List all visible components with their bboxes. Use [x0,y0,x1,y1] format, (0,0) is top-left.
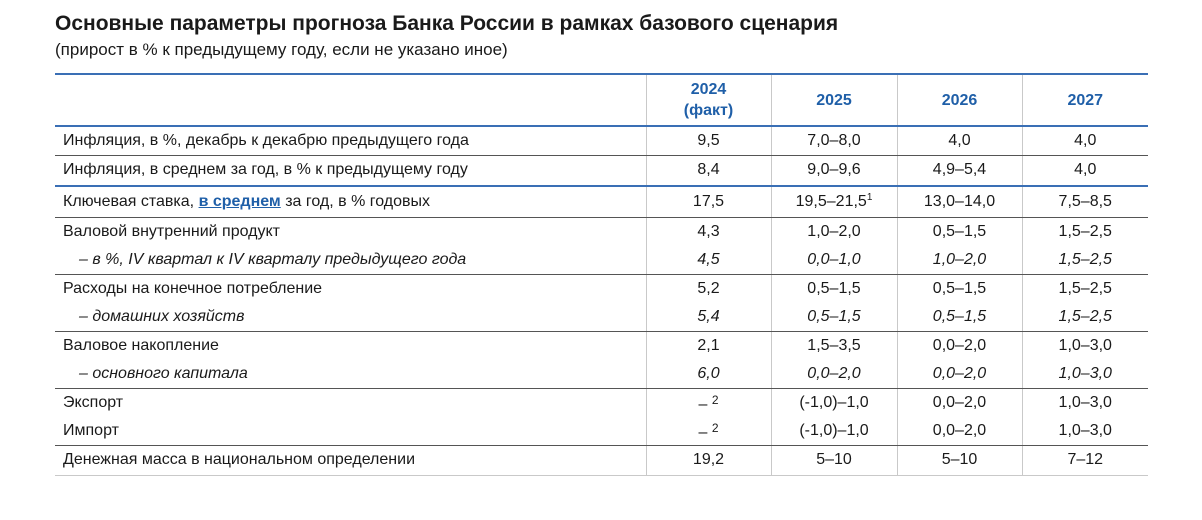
row-label: Денежная масса в национальном определении [55,445,646,475]
key-rate-label-end: за год, в % годовых [280,192,431,210]
row-label: Валовой внутренний продукт [63,223,280,241]
row-label: – в %, IV квартал к IV кварталу предыдущего года [55,247,646,274]
cell-2026: 5–10 [897,445,1022,475]
header-blank [55,74,646,126]
header-row [55,74,1148,126]
row-money-supply [55,445,1148,475]
cell-2026: 0,0–2,0 [897,418,1022,445]
cell-2024: 6,0 [646,361,771,388]
cell-2024: 8,4 [646,155,771,186]
cell-2025: 0,5–1,5 [771,274,897,304]
cell-2027: 1,5–2,5 [1022,304,1148,331]
row-label: Валовое накопление [63,337,219,355]
page-title: Основные параметры прогноза Банка России в рамках базового сценария [55,12,839,35]
cell-2025: 1,0–2,0 [771,217,897,247]
page-subtitle: (прирост в % к предыдущему году, если не указано иное) [55,40,508,59]
row-inflation-avg [55,155,1148,186]
row-consumption [55,274,1148,304]
row-key-rate [55,186,1148,217]
cell-2024: 2,1 [646,331,771,361]
cell-2027: 1,0–3,0 [1022,418,1148,445]
cell-2026: 0,0–2,0 [897,331,1022,361]
header-2027: 2027 [1022,74,1148,126]
cell-2025: 1,5–3,5 [771,331,897,361]
row-households [55,304,1148,331]
header-2025: 2025 [771,74,897,126]
footnote-marker: 2 [711,420,719,435]
cell-2024: 5,2 [646,274,771,304]
cell-2025: 0,0–2,0 [771,361,897,388]
row-fixed-capital [55,361,1148,388]
row-import [55,418,1148,445]
cell-2024 [646,418,771,445]
cell-2024-value: – [698,395,708,413]
cell-2026: 4,9–5,4 [897,155,1022,186]
cell-2026: 1,0–2,0 [897,247,1022,274]
cell-2027: 1,5–2,5 [1022,247,1148,274]
row-gross-accumulation [55,331,1148,361]
cell-2027: 1,0–3,0 [1022,331,1148,361]
row-label: Инфляция, в среднем за год, в % к предыдущему году [55,155,646,186]
row-label: Расходы на конечное потребление [63,280,323,298]
cell-2026: 0,5–1,5 [897,274,1022,304]
row-gdp-q4 [55,247,1148,274]
cell-2026: 0,0–2,0 [897,388,1022,418]
cell-2024: 17,5 [646,186,771,217]
row-label: – домашних хозяйств [55,304,646,331]
row-gdp [55,217,1148,247]
cell-2027: 4,0 [1022,126,1148,155]
cell-2025: 0,0–1,0 [771,247,897,274]
cell-2026: 0,5–1,5 [897,304,1022,331]
cell-2024: 4,3 [646,217,771,247]
year-2024: 2024 [690,81,727,98]
cell-2024: 19,2 [646,445,771,475]
cell-2025: (-1,0)–1,0 [771,388,897,418]
cell-2026: 13,0–14,0 [897,186,1022,217]
cell-2025: (-1,0)–1,0 [771,418,897,445]
cell-2024: 5,4 [646,304,771,331]
cell-2025: 9,0–9,6 [771,155,897,186]
cell-2027: 1,0–3,0 [1022,361,1148,388]
row-label [55,186,646,217]
row-label: Инфляция, в %, декабрь к декабрю предыдущего года [55,126,646,155]
header-2024 [646,74,771,126]
cell-2027: 7,5–8,5 [1022,186,1148,217]
row-export [55,388,1148,418]
row-label: – основного капитала [55,361,646,388]
cell-2026: 0,0–2,0 [897,361,1022,388]
cell-2027: 7–12 [1022,445,1148,475]
cell-2027: 1,0–3,0 [1022,388,1148,418]
footnote-marker: 2 [711,392,719,407]
cell-2024 [646,388,771,418]
cell-2025: 0,5–1,5 [771,304,897,331]
row-label: Экспорт [63,394,124,412]
cell-2026: 0,5–1,5 [897,217,1022,247]
key-rate-label-start: Ключевая ставка, [63,192,199,210]
cell-2025 [771,186,897,217]
year-2024-note: (факт) [683,102,734,119]
row-inflation-dec [55,126,1148,155]
cell-2025: 5–10 [771,445,897,475]
cell-2027: 4,0 [1022,155,1148,186]
cell-2026: 4,0 [897,126,1022,155]
header-2026: 2026 [897,74,1022,126]
forecast-table [55,73,1148,476]
footnote-marker: 1 [866,191,873,203]
cell-2024: 9,5 [646,126,771,155]
row-label: Импорт [55,418,646,445]
cell-2025-value: 19,5–21,5 [795,192,867,210]
cell-2024: 4,5 [646,247,771,274]
cell-2027: 1,5–2,5 [1022,217,1148,247]
cell-2024-value: – [698,423,708,441]
cell-2027: 1,5–2,5 [1022,274,1148,304]
cell-2025: 7,0–8,0 [771,126,897,155]
in-average-link[interactable]: в среднем [198,192,281,210]
